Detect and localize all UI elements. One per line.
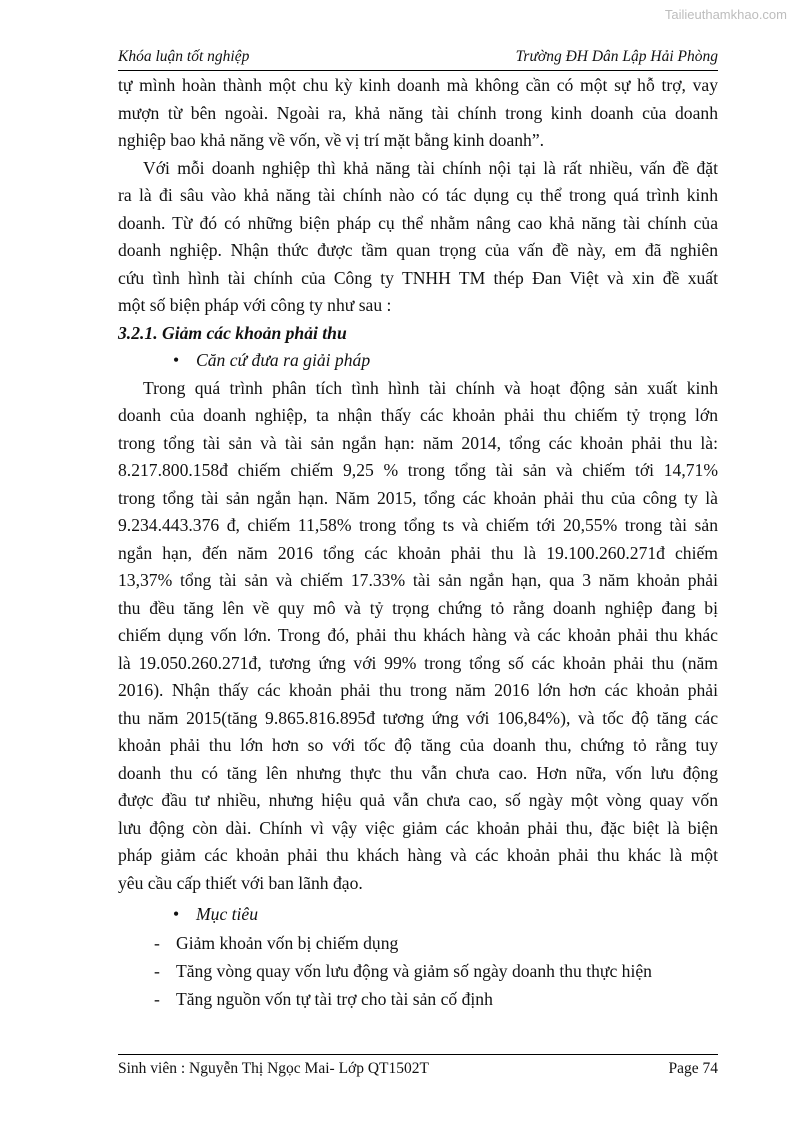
text-line: một số biện pháp với công ty như sau : xyxy=(118,295,392,315)
text-line: là 19.050.260.271đ, tương ứng với 99% trong tổng số các khoản phải thu (năm xyxy=(118,652,718,673)
text-line: Trong quá trình phân tích tình hình tài chính và hoạt động sản xuất kinh xyxy=(143,377,718,398)
bullet-icon: • xyxy=(173,904,180,924)
section-heading: 3.2.1. Giảm các khoản phải thu xyxy=(118,322,347,343)
text-line: trong tổng tài sản ngắn hạn. Năm 2015, tổng các khoản phải thu của công ty là xyxy=(118,487,718,508)
text-line: ra là đi sâu vào khả năng tài chính nào có tác dụng cụ thể trong quá trình kinh xyxy=(118,185,718,205)
page-content xyxy=(118,72,718,1013)
text-line: doanh thu có tăng lên nhưng thực thu vẫn chưa cao. Hơn nữa, vốn lưu động xyxy=(118,762,718,783)
bullet-text: Mục tiêu xyxy=(196,904,259,924)
header-right: Trường ĐH Dân Lập Hải Phòng xyxy=(515,48,718,65)
text-line: 2016). Nhận thấy các khoản phải thu trong năm 2016 lớn hơn các khoản phải xyxy=(118,680,718,700)
bullet-item xyxy=(118,901,718,929)
text-line: trong tổng tài sản và tài sản ngắn hạn: năm 2014, tổng các khoản phải thu là: xyxy=(118,432,718,453)
text-line: Với mỗi doanh nghiệp thì khả năng tài chính nội tại là rất nhiều, vấn đề đặt xyxy=(143,157,718,178)
text-line: được đầu tư nhiều, nhưng hiệu quả vẫn chưa cao, số ngày một vòng quay vốn xyxy=(118,790,718,810)
list-item xyxy=(118,957,718,985)
header-left: Khóa luận tốt nghiệp xyxy=(118,48,250,65)
paragraph-3 xyxy=(118,375,718,898)
text-line: doanh nghiệp. Nhận thức được tầm quan trọng của vấn đề này, em đã nghiên xyxy=(118,240,718,260)
text-line: thu đều tăng lên về quy mô và tỷ trọng chứng tỏ rằng doanh nghiệp đang bị xyxy=(118,597,718,618)
dash-icon: - xyxy=(154,988,160,1009)
paragraph-2 xyxy=(118,155,718,320)
text-line: doanh. Từ đó có những biện pháp cụ thể nhằm nâng cao khả năng tài chính của xyxy=(118,212,718,233)
text-line: ngắn hạn, đến năm 2016 tổng các khoản phải thu là 19.100.260.271đ chiếm xyxy=(118,542,718,563)
text-line: 9.234.443.376 đ, chiếm 11,58% trong tổng ts và chiếm tới 20,55% trong tài sản xyxy=(118,515,718,535)
text-line: mượn từ bên ngoài. Ngoài ra, khả năng tài chính trong kinh doanh của doanh xyxy=(118,102,718,123)
text-line: khoản phải thu lớn hơn so với tốc độ tăng của doanh thu, chứng tỏ rằng tuy xyxy=(118,735,718,755)
text-line: thu năm 2015(tăng 9.865.816.895đ tương ứng với 106,84%), và tốc độ tăng các xyxy=(118,707,718,728)
text-line: doanh của doanh nghiệp, ta nhận thấy các khoản phải thu chiếm tỷ trọng lớn xyxy=(118,405,718,425)
text-line: yêu cầu cấp thiết với ban lãnh đạo. xyxy=(118,872,363,893)
text-line: 8.217.800.158đ chiếm chiếm 9,25 % trong tổng tài sản và chiếm tới 14,71% xyxy=(118,460,718,480)
watermark: Tailieuthamkhao.com xyxy=(664,7,787,22)
text-line: nghiệp bao khả năng về vốn, về vị trí mặt bằng kinh doanh”. xyxy=(118,130,545,150)
footer-left: Sinh viên : Nguyễn Thị Ngọc Mai- Lớp QT1502T xyxy=(118,1060,429,1077)
dash-icon: - xyxy=(154,932,160,953)
text-line: cứu tình hình tài chính của Công ty TNHH TM thép Đan Việt và xin đề xuất xyxy=(118,267,718,288)
bullet-text: Căn cứ đưa ra giải pháp xyxy=(196,350,371,370)
text-line: 13,37% tổng tài sản và chiếm 17.33% tài sản ngắn hạn, qua 3 năm khoản phải xyxy=(118,570,718,590)
page-number: Page 74 xyxy=(668,1060,718,1077)
list-item xyxy=(118,929,718,957)
bullet-icon: • xyxy=(173,350,180,370)
text-line: tự mình hoàn thành một chu kỳ kinh doanh mà không cần có một sự hỗ trợ, vay xyxy=(118,75,718,95)
list-item-text: Giảm khoản vốn bị chiếm dụng xyxy=(176,932,399,953)
page-footer xyxy=(118,1054,718,1085)
list-item-text: Tăng vòng quay vốn lưu động và giảm số ngày doanh thu thực hiện xyxy=(176,960,652,981)
list-item-text: Tăng nguồn vốn tự tài trợ cho tài sản cố định xyxy=(176,988,493,1009)
text-line: lưu động còn dài. Chính vì vậy việc giảm các khoản phải thu, đặc biệt là biện xyxy=(118,817,718,838)
list-item xyxy=(118,985,718,1013)
bullet-item xyxy=(118,347,718,375)
dash-icon: - xyxy=(154,960,160,981)
text-line: pháp giảm các khoản phải thu khách hàng và các khoản phải thu khác là một xyxy=(118,845,718,865)
text-line: chiếm dụng vốn lớn. Trong đó, phải thu khách hàng và các khoản phải thu khác xyxy=(118,625,718,645)
page-header xyxy=(118,48,718,71)
paragraph-1 xyxy=(118,72,718,155)
